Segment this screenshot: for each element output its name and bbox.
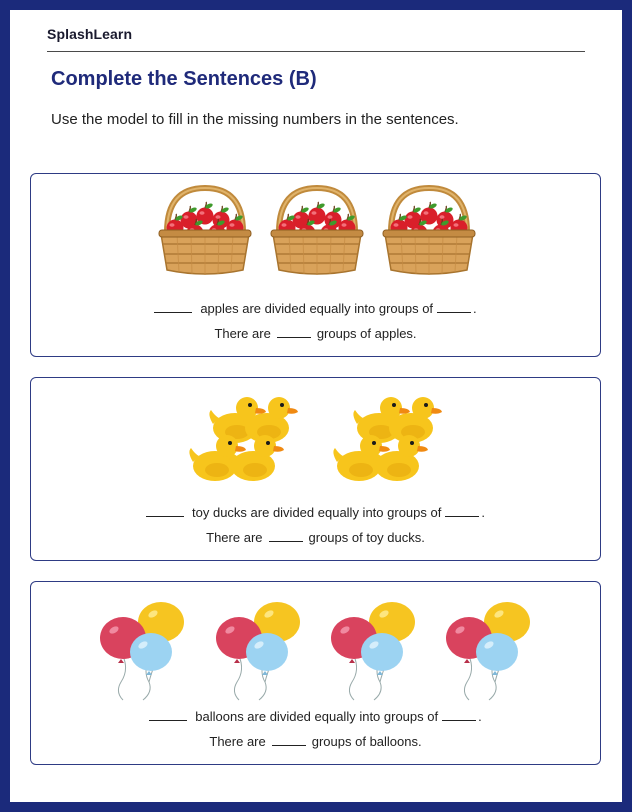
page-title: Complete the Sentences (B) bbox=[51, 68, 317, 90]
answer-blank[interactable] bbox=[149, 710, 187, 721]
answer-blank[interactable] bbox=[146, 506, 184, 517]
balloon-bunch-icon bbox=[331, 602, 415, 700]
header-divider bbox=[47, 51, 585, 52]
sentence-1: toy ducks are divided equally into groups of . bbox=[31, 505, 600, 520]
answer-blank[interactable] bbox=[154, 302, 192, 313]
balloon-bunch-icon bbox=[100, 602, 184, 700]
sentence-1: balloons are divided equally into groups of . bbox=[31, 709, 600, 724]
sentence-2: There are groups of toy ducks. bbox=[206, 530, 425, 545]
balloon-bunch-icon bbox=[216, 602, 300, 700]
answer-blank[interactable] bbox=[277, 327, 311, 338]
problem-card-apples bbox=[30, 173, 601, 357]
sentence-2: There are groups of apples. bbox=[214, 326, 417, 341]
worksheet-page bbox=[10, 10, 622, 802]
problem-card-ducks bbox=[30, 377, 601, 561]
basket-of-apples-icon bbox=[271, 188, 363, 275]
basket-of-apples-icon bbox=[159, 188, 251, 275]
apple-basket-group bbox=[31, 174, 602, 294]
answer-blank[interactable] bbox=[437, 302, 471, 313]
answer-blank[interactable] bbox=[445, 506, 479, 517]
answer-blank[interactable] bbox=[269, 531, 303, 542]
basket-of-apples-icon bbox=[383, 188, 475, 275]
answer-blank[interactable] bbox=[272, 735, 306, 746]
duck-group bbox=[31, 378, 602, 488]
balloon-bunch-icon bbox=[446, 602, 530, 700]
instructions: Use the model to fill in the missing numbers in the sentences. bbox=[51, 111, 459, 128]
duck-group-1-icon bbox=[189, 397, 298, 481]
answer-blank[interactable] bbox=[442, 710, 476, 721]
sentence-1: apples are divided equally into groups of . bbox=[31, 301, 600, 316]
balloon-group bbox=[31, 582, 602, 704]
brand-logo: SplashLearn bbox=[47, 26, 133, 42]
sentence-2: There are groups of balloons. bbox=[209, 734, 422, 749]
duck-group-2-icon bbox=[333, 397, 442, 481]
problem-card-balloons bbox=[30, 581, 601, 765]
